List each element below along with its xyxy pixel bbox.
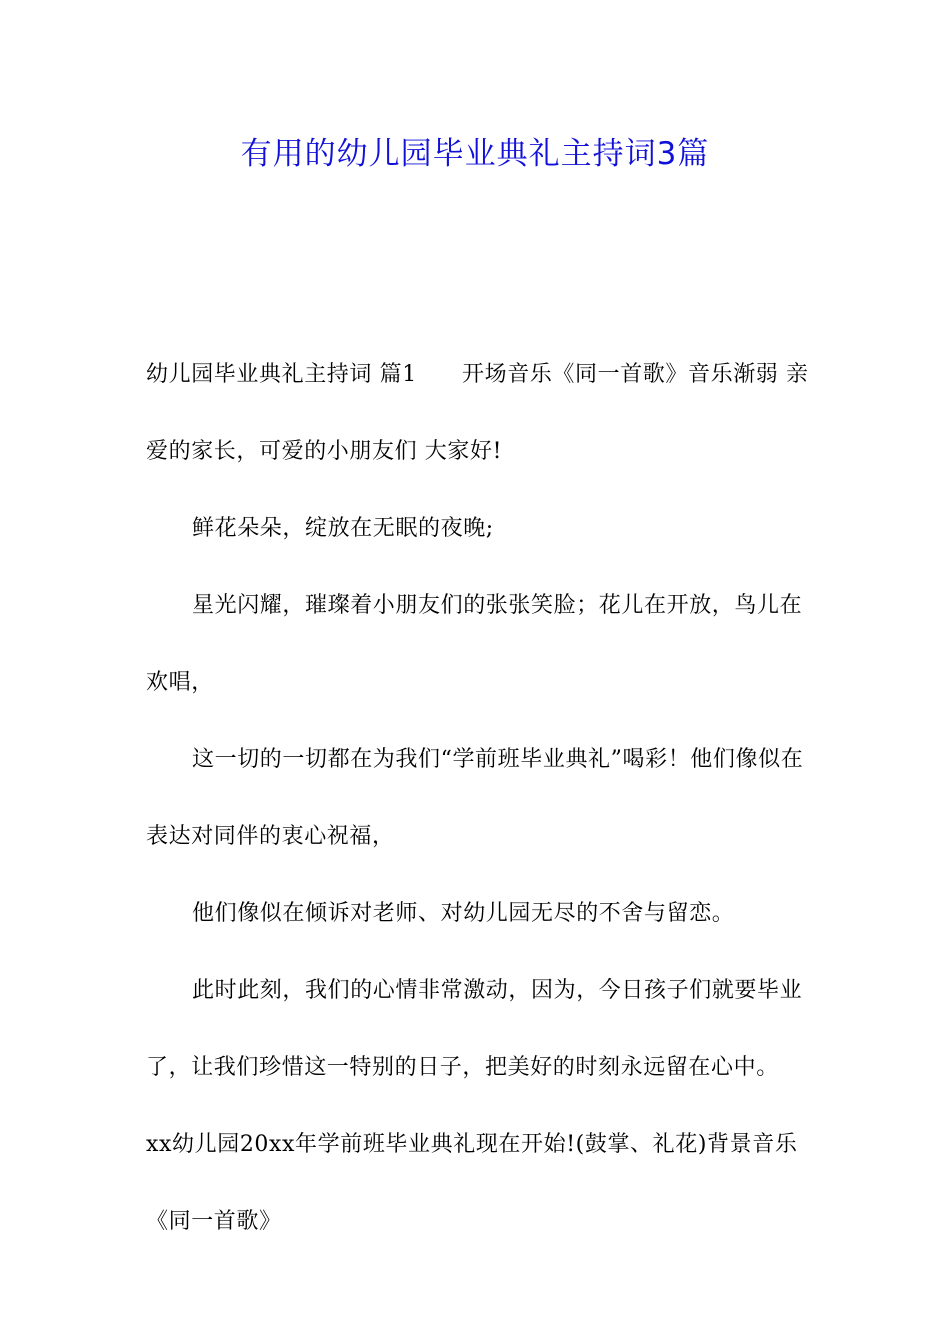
paragraph-4: 这一切的一切都在为我们“学前班毕业典礼”喝彩！他们像似在表达对同伴的衷心祝福， [146,747,804,849]
document-body [146,336,812,1260]
paragraph-6: 此时此刻，我们的心情非常激动，因为，今日孩子们就要毕业了，让我们珍惜这一特别的日子，把美好的时刻永远留在心中。 xx幼儿园20xx年学前班毕业典礼现在开始!(鼓掌、礼花)背景音乐《同一首歌》 [146,978,803,1234]
document-title: 有用的幼儿园毕业典礼主持词3篇 [240,136,710,172]
paragraph-3: 星光闪耀，璀璨着小朋友们的张张笑脸；花儿在开放，鸟儿在欢唱， [146,593,803,695]
paragraph-1: 幼儿园毕业典礼主持词 篇1 开场音乐《同一首歌》音乐渐弱 亲爱的家长，可爱的小朋友们 大家好! [146,362,809,464]
paragraph-2: 鲜花朵朵，绽放在无眠的夜晚; [192,516,494,541]
paragraph-5: 他们像似在倾诉对老师、对幼儿园无尽的不舍与留恋。 [192,901,735,926]
